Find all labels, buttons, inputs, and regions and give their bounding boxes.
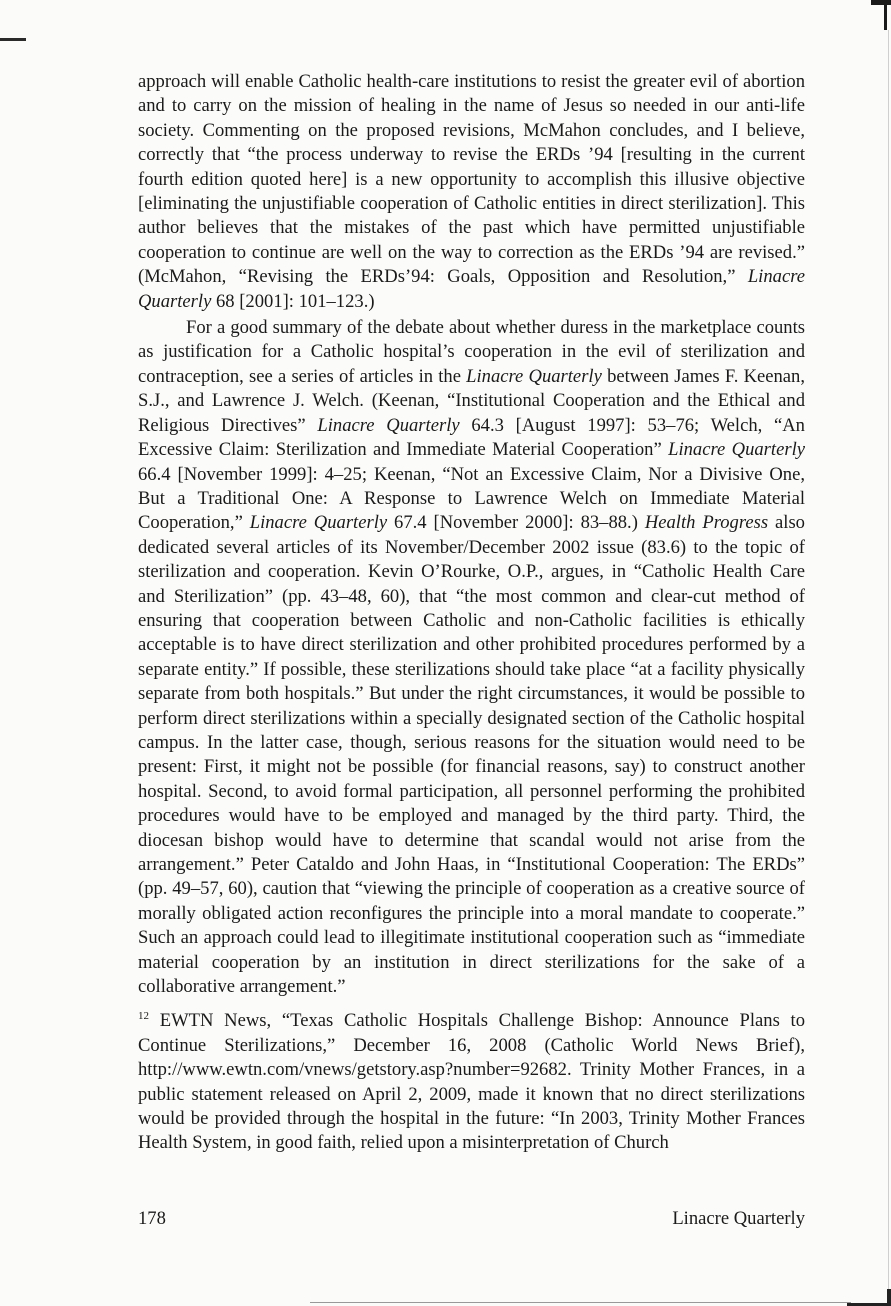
text-run: EWTN News, “Texas Catholic Hospitals Challenge Bishop: Announce Plans to Continue Sterilizations,” December 16, 2008 (Catholic World News Brief), http://www.ewtn.com/vnews/getstory.asp?number=92682. Trinity Mother Frances, in a public statement released on April 2, 2009, made it known that no direct sterilizations would be provided through the hospital in the future: “In 2003, Trinity Mother Frances Health System, in good faith, relied upon a misinterpretation of Church [138, 1010, 805, 1154]
text-run: between James F. Keenan, S.J., and Lawrence J. Welch. (Keenan, “Institutional Cooperation and the Ethical and Religious Directives” [138, 365, 805, 436]
page-number: 178 [138, 1208, 166, 1229]
text-run: approach will enable Catholic health-care institutions to resist the greater evil of abortion and to carry on the mission of healing in the name of Jesus so needed in our anti-life society. Commenting on the proposed revisions, McMahon concludes, and I believe, correctly that “the process underway to revise the ERDs ’94 [resulting in the current fourth edition quoted here] is a new opportunity to accomplish this illusive objective [eliminating the unjustifiable cooperation of Catholic entities in direct sterilization]. This author believes that the mistakes of the past which have permitted unjustifiable cooperation to continue are well on the way to correction as the ERDs ’94 are revised.” (McMahon, “Revising the ERDs’94: Goals, Opposition and Resolution,” [138, 71, 805, 288]
text-run: 66.4 [November 1999]: 4–25; Keenan, “Not an Excessive Claim, Nor a Divisive One, But a Traditional One: A Response to Lawrence Welch on Immediate Material Cooperation,” [138, 463, 805, 534]
text-run: 64.3 [August 1997]: 53–76; Welch, “An Excessive Claim: Sterilization and Immediate Material Cooperation” [138, 414, 805, 461]
footnote-number: 12 [138, 1010, 149, 1023]
scan-page-edge [871, 0, 891, 1306]
page-body [138, 70, 805, 1156]
text-run: For a good summary of the debate about whether duress in the marketplace counts as justification for a Catholic hospital’s cooperation in the evil of sterilization and contraception, see a series of articles in the [138, 317, 805, 387]
text-run: 67.4 [November 2000]: 83–88.) [387, 512, 645, 534]
paragraph-cooperation-debate [138, 316, 805, 999]
footnote-12 [138, 1009, 805, 1155]
scan-bottom-edge [310, 1302, 851, 1303]
italic-title: Health Progress [644, 512, 769, 534]
page-footer [138, 1208, 805, 1230]
italic-title: Linacre Quarterly [668, 439, 805, 461]
text-run: 68 [2001]: 101–123.) [211, 290, 375, 312]
journal-name: Linacre Quarterly [672, 1208, 805, 1229]
text-run: also dedicated several articles of its November/December 2002 issue (83.6) to the topic of sterilization and cooperation. Kevin O’Rourke, O.P., argues, in “Catholic Health Care and Sterilization” (pp. 43–48, 60), that “the most common and clear-cut method of ensuring that cooperation between Catholic and non-Catholic facilities is ethically acceptable is to have direct sterilization and other prohibited procedures performed by a separate entity.” If possible, these sterilizations should take place “at a facility physically separate from both hospitals.” But under the right circumstances, it would be possible to perform direct sterilizations within a specially designated section of the Catholic hospital campus. In the latter case, though, serious reasons for the situation would need to be present: First, it might not be possible (for financial reasons, say) to construct another hospital. Second, to avoid formal participation, all personnel performing the prohibited procedures would have to be employed and managed by the third party. Third, the diocesan bishop would have to determine that scandal would not arise from the arrangement.” Peter Cataldo and John Haas, in “Institutional Cooperation: The ERDs” (pp. 49–57, 60), caution that “viewing the principle of cooperation as a creative source of morally obligated action reconfigures the principle into a moral mandate to cooperate.” Such an approach could lead to illegitimate institutional cooperation such as “immediate material cooperation by an institution in direct sterilizations for the sake of a collaborative arrangement.” [138, 512, 805, 998]
italic-title: Linacre Quarterly [466, 365, 602, 387]
scan-margin-mark [0, 38, 26, 41]
italic-title: Linacre Quarterly [317, 414, 460, 436]
paragraph-continuation [138, 70, 805, 314]
italic-title: Linacre Quarterly [138, 266, 805, 312]
italic-title: Linacre Quarterly [249, 512, 388, 534]
scan-corner-mark [847, 1289, 891, 1306]
